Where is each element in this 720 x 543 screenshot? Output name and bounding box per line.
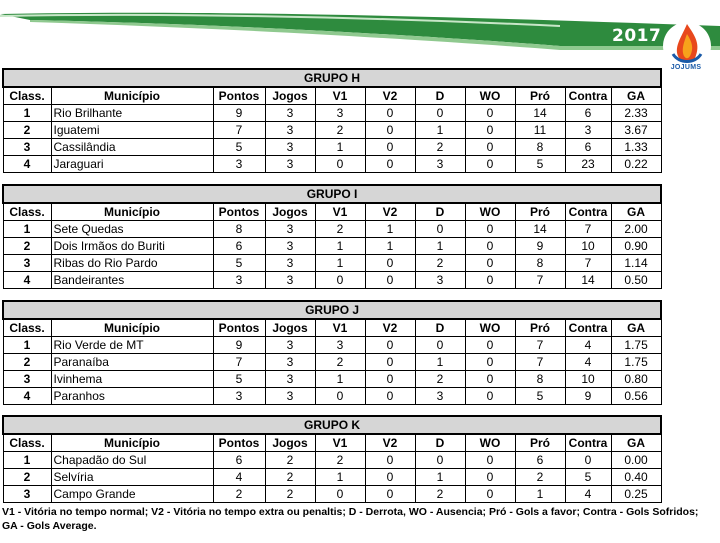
cell: 0 bbox=[315, 156, 365, 173]
cell: 1 bbox=[315, 469, 365, 486]
col-municipio: Município bbox=[51, 434, 213, 452]
cell: 0 bbox=[415, 452, 465, 469]
cell: Selvíria bbox=[51, 469, 213, 486]
cell: 0 bbox=[565, 452, 611, 469]
table-row bbox=[3, 354, 661, 371]
cell: 2 bbox=[213, 486, 265, 503]
col-v1: V1 bbox=[315, 434, 365, 452]
cell: 8 bbox=[213, 221, 265, 238]
table-row bbox=[3, 139, 661, 156]
cell: 0 bbox=[365, 105, 415, 122]
cell: 0 bbox=[465, 354, 515, 371]
col-v2: V2 bbox=[365, 203, 415, 221]
table-row bbox=[3, 156, 661, 173]
cell: 3 bbox=[265, 105, 315, 122]
cell: 0 bbox=[365, 156, 415, 173]
cell: 5 bbox=[515, 156, 565, 173]
cell: Paranaíba bbox=[51, 354, 213, 371]
cell: 8 bbox=[515, 371, 565, 388]
cell: 0 bbox=[365, 371, 415, 388]
cell: 2 bbox=[315, 452, 365, 469]
logo-text: JOJUMS bbox=[670, 64, 702, 71]
cell: 7 bbox=[565, 221, 611, 238]
col-pontos: Pontos bbox=[213, 434, 265, 452]
cell: 6 bbox=[515, 452, 565, 469]
header-row bbox=[3, 319, 661, 337]
cell: 5 bbox=[213, 139, 265, 156]
cell: Paranhos bbox=[51, 388, 213, 405]
cell: 0 bbox=[465, 238, 515, 255]
cell: 3 bbox=[315, 337, 365, 354]
cell: 5 bbox=[515, 388, 565, 405]
col-ga: GA bbox=[611, 203, 661, 221]
table-row bbox=[3, 122, 661, 139]
cell: 0 bbox=[465, 388, 515, 405]
cell: 3 bbox=[265, 221, 315, 238]
cell: 1 bbox=[415, 354, 465, 371]
cell: 1 bbox=[415, 238, 465, 255]
col-wo: WO bbox=[465, 203, 515, 221]
cell: 5 bbox=[213, 255, 265, 272]
cell: 4 bbox=[565, 337, 611, 354]
cell: 0 bbox=[365, 337, 415, 354]
col-pro: Pró bbox=[515, 203, 565, 221]
cell: Rio Brilhante bbox=[51, 105, 213, 122]
col-ga: GA bbox=[611, 319, 661, 337]
cell: 0 bbox=[365, 272, 415, 289]
cell: 1 bbox=[315, 238, 365, 255]
cell: 8 bbox=[515, 139, 565, 156]
cell: 1 bbox=[315, 139, 365, 156]
col-jogos: Jogos bbox=[265, 203, 315, 221]
cell: 3 bbox=[415, 272, 465, 289]
col-municipio: Município bbox=[51, 203, 213, 221]
col-contra: Contra bbox=[565, 203, 611, 221]
col-ga: GA bbox=[611, 434, 661, 452]
cell: Campo Grande bbox=[51, 486, 213, 503]
cell: 0 bbox=[415, 221, 465, 238]
cell: 0 bbox=[365, 452, 415, 469]
table-row bbox=[3, 337, 661, 354]
col-class: Class. bbox=[3, 203, 51, 221]
cell: 3 bbox=[265, 354, 315, 371]
cell: 0.90 bbox=[611, 238, 661, 255]
group-h-table bbox=[2, 68, 660, 173]
cell: 3 bbox=[213, 388, 265, 405]
cell: 0.56 bbox=[611, 388, 661, 405]
cell: 4 bbox=[3, 156, 51, 173]
cell: 3 bbox=[265, 139, 315, 156]
cell: 1 bbox=[315, 255, 365, 272]
cell: Jaraguari bbox=[51, 156, 213, 173]
cell: 6 bbox=[213, 238, 265, 255]
cell: 1 bbox=[3, 105, 51, 122]
cell: 0 bbox=[465, 122, 515, 139]
table-row bbox=[3, 221, 661, 238]
cell: 2 bbox=[315, 354, 365, 371]
table-row bbox=[3, 388, 661, 405]
col-pontos: Pontos bbox=[213, 319, 265, 337]
cell: 0 bbox=[465, 255, 515, 272]
cell: 0 bbox=[465, 337, 515, 354]
cell: 2 bbox=[315, 221, 365, 238]
cell: 2 bbox=[3, 122, 51, 139]
cell: 9 bbox=[565, 388, 611, 405]
col-v1: V1 bbox=[315, 87, 365, 105]
col-pontos: Pontos bbox=[213, 203, 265, 221]
cell: 0 bbox=[415, 337, 465, 354]
cell: 23 bbox=[565, 156, 611, 173]
cell: Ribas do Rio Pardo bbox=[51, 255, 213, 272]
cell: 2.00 bbox=[611, 221, 661, 238]
col-jogos: Jogos bbox=[265, 434, 315, 452]
cell: 3 bbox=[3, 255, 51, 272]
cell: 2 bbox=[3, 469, 51, 486]
cell: 10 bbox=[565, 371, 611, 388]
table-row bbox=[3, 272, 661, 289]
cell: Iguatemi bbox=[51, 122, 213, 139]
cell: 0 bbox=[315, 272, 365, 289]
cell: 1.75 bbox=[611, 337, 661, 354]
cell: 3 bbox=[265, 272, 315, 289]
table-row bbox=[3, 371, 661, 388]
cell: 2 bbox=[3, 354, 51, 371]
cell: 2 bbox=[415, 139, 465, 156]
col-municipio: Município bbox=[51, 87, 213, 105]
col-contra: Contra bbox=[565, 434, 611, 452]
cell: 14 bbox=[515, 221, 565, 238]
cell: 0.25 bbox=[611, 486, 661, 503]
cell: 9 bbox=[515, 238, 565, 255]
col-wo: WO bbox=[465, 434, 515, 452]
cell: 0 bbox=[465, 272, 515, 289]
cell: 2 bbox=[265, 469, 315, 486]
cell: 0.40 bbox=[611, 469, 661, 486]
cell: 3.67 bbox=[611, 122, 661, 139]
col-d: D bbox=[415, 203, 465, 221]
cell: 0 bbox=[365, 139, 415, 156]
cell: 3 bbox=[3, 371, 51, 388]
cell: 3 bbox=[3, 139, 51, 156]
group-title: GRUPO I bbox=[3, 185, 661, 203]
cell: 3 bbox=[265, 388, 315, 405]
col-jogos: Jogos bbox=[265, 319, 315, 337]
cell: 0 bbox=[365, 388, 415, 405]
cell: 10 bbox=[565, 238, 611, 255]
col-class: Class. bbox=[3, 87, 51, 105]
table-row bbox=[3, 238, 661, 255]
cell: 3 bbox=[415, 156, 465, 173]
header-row bbox=[3, 203, 661, 221]
cell: 2 bbox=[3, 238, 51, 255]
cell: 0 bbox=[415, 105, 465, 122]
cell: 2 bbox=[415, 255, 465, 272]
cell: 0 bbox=[465, 452, 515, 469]
cell: 0.22 bbox=[611, 156, 661, 173]
col-d: D bbox=[415, 434, 465, 452]
cell: Chapadão do Sul bbox=[51, 452, 213, 469]
group-k-table bbox=[2, 415, 660, 503]
cell: 9 bbox=[213, 337, 265, 354]
cell: 1.75 bbox=[611, 354, 661, 371]
cell: 4 bbox=[3, 388, 51, 405]
cell: 1 bbox=[3, 221, 51, 238]
cell: 9 bbox=[213, 105, 265, 122]
col-ga: GA bbox=[611, 87, 661, 105]
cell: 4 bbox=[565, 354, 611, 371]
cell: 1 bbox=[3, 452, 51, 469]
cell: 3 bbox=[213, 272, 265, 289]
cell: 7 bbox=[515, 272, 565, 289]
table-row bbox=[3, 105, 661, 122]
col-v2: V2 bbox=[365, 87, 415, 105]
group-title: GRUPO J bbox=[3, 301, 661, 319]
col-wo: WO bbox=[465, 319, 515, 337]
cell: 6 bbox=[213, 452, 265, 469]
col-d: D bbox=[415, 319, 465, 337]
cell: 0 bbox=[365, 122, 415, 139]
group-title: GRUPO H bbox=[3, 69, 661, 87]
col-pro: Pró bbox=[515, 319, 565, 337]
cell: 3 bbox=[265, 255, 315, 272]
cell: 5 bbox=[565, 469, 611, 486]
cell: 3 bbox=[265, 371, 315, 388]
cell: 1 bbox=[365, 238, 415, 255]
cell: Dois Irmãos do Buriti bbox=[51, 238, 213, 255]
group-title: GRUPO K bbox=[3, 416, 661, 434]
cell: 4 bbox=[565, 486, 611, 503]
cell: 0 bbox=[465, 105, 515, 122]
cell: 4 bbox=[213, 469, 265, 486]
group-i-table bbox=[2, 184, 660, 289]
col-v2: V2 bbox=[365, 319, 415, 337]
cell: 1.33 bbox=[611, 139, 661, 156]
col-pontos: Pontos bbox=[213, 87, 265, 105]
cell: 2 bbox=[315, 122, 365, 139]
col-pro: Pró bbox=[515, 87, 565, 105]
cell: 0 bbox=[365, 469, 415, 486]
cell: 11 bbox=[515, 122, 565, 139]
cell: 0.50 bbox=[611, 272, 661, 289]
cell: 14 bbox=[565, 272, 611, 289]
cell: 0.80 bbox=[611, 371, 661, 388]
col-contra: Contra bbox=[565, 87, 611, 105]
cell: 7 bbox=[515, 354, 565, 371]
col-contra: Contra bbox=[565, 319, 611, 337]
group-j-table bbox=[2, 300, 660, 405]
col-v1: V1 bbox=[315, 203, 365, 221]
cell: 0 bbox=[465, 371, 515, 388]
cell: 7 bbox=[213, 122, 265, 139]
legend-text: V1 - Vitória no tempo normal; V2 - Vitória no tempo extra ou penaltis; D - Derrota, WO - Ausencia; Pró - Gols a favor; Contra - Gols Sofridos; GA - Gols Average. bbox=[2, 506, 699, 532]
cell: 7 bbox=[565, 255, 611, 272]
cell: 2 bbox=[265, 486, 315, 503]
cell: 1 bbox=[3, 337, 51, 354]
col-class: Class. bbox=[3, 319, 51, 337]
table-row bbox=[3, 452, 661, 469]
cell: 3 bbox=[265, 156, 315, 173]
cell: 1 bbox=[515, 486, 565, 503]
cell: 3 bbox=[265, 122, 315, 139]
cell: Rio Verde de MT bbox=[51, 337, 213, 354]
cell: 0 bbox=[465, 139, 515, 156]
cell: 3 bbox=[415, 388, 465, 405]
cell: 0 bbox=[365, 255, 415, 272]
col-v1: V1 bbox=[315, 319, 365, 337]
col-wo: WO bbox=[465, 87, 515, 105]
cell: Bandeirantes bbox=[51, 272, 213, 289]
cell: 0 bbox=[465, 486, 515, 503]
cell: 3 bbox=[315, 105, 365, 122]
cell: 0.00 bbox=[611, 452, 661, 469]
cell: 2.33 bbox=[611, 105, 661, 122]
cell: 1 bbox=[315, 371, 365, 388]
cell: 3 bbox=[265, 337, 315, 354]
cell: 3 bbox=[213, 156, 265, 173]
table-row bbox=[3, 255, 661, 272]
cell: Ivinhema bbox=[51, 371, 213, 388]
cell: Cassilândia bbox=[51, 139, 213, 156]
cell: 6 bbox=[565, 105, 611, 122]
cell: 2 bbox=[415, 486, 465, 503]
cell: 0 bbox=[315, 388, 365, 405]
cell: 3 bbox=[565, 122, 611, 139]
cell: 1.14 bbox=[611, 255, 661, 272]
col-class: Class. bbox=[3, 434, 51, 452]
cell: 8 bbox=[515, 255, 565, 272]
cell: 2 bbox=[265, 452, 315, 469]
cell: 2 bbox=[415, 371, 465, 388]
year-label: 2017 bbox=[612, 26, 662, 46]
cell: 4 bbox=[3, 272, 51, 289]
cell: 0 bbox=[315, 486, 365, 503]
col-municipio: Município bbox=[51, 319, 213, 337]
cell: 1 bbox=[365, 221, 415, 238]
col-jogos: Jogos bbox=[265, 87, 315, 105]
cell: 1 bbox=[415, 122, 465, 139]
col-d: D bbox=[415, 87, 465, 105]
cell: 0 bbox=[465, 156, 515, 173]
col-v2: V2 bbox=[365, 434, 415, 452]
cell: 0 bbox=[365, 486, 415, 503]
cell: 3 bbox=[3, 486, 51, 503]
cell: 2 bbox=[515, 469, 565, 486]
cell: 5 bbox=[213, 371, 265, 388]
cell: 0 bbox=[465, 221, 515, 238]
col-pro: Pró bbox=[515, 434, 565, 452]
cell: 7 bbox=[213, 354, 265, 371]
cell: 1 bbox=[415, 469, 465, 486]
header-row bbox=[3, 87, 661, 105]
cell: 3 bbox=[265, 238, 315, 255]
cell: 7 bbox=[515, 337, 565, 354]
cell: Sete Quedas bbox=[51, 221, 213, 238]
cell: 0 bbox=[365, 354, 415, 371]
cell: 6 bbox=[565, 139, 611, 156]
header-row bbox=[3, 434, 661, 452]
table-row bbox=[3, 486, 661, 503]
table-row bbox=[3, 469, 661, 486]
cell: 0 bbox=[465, 469, 515, 486]
cell: 14 bbox=[515, 105, 565, 122]
